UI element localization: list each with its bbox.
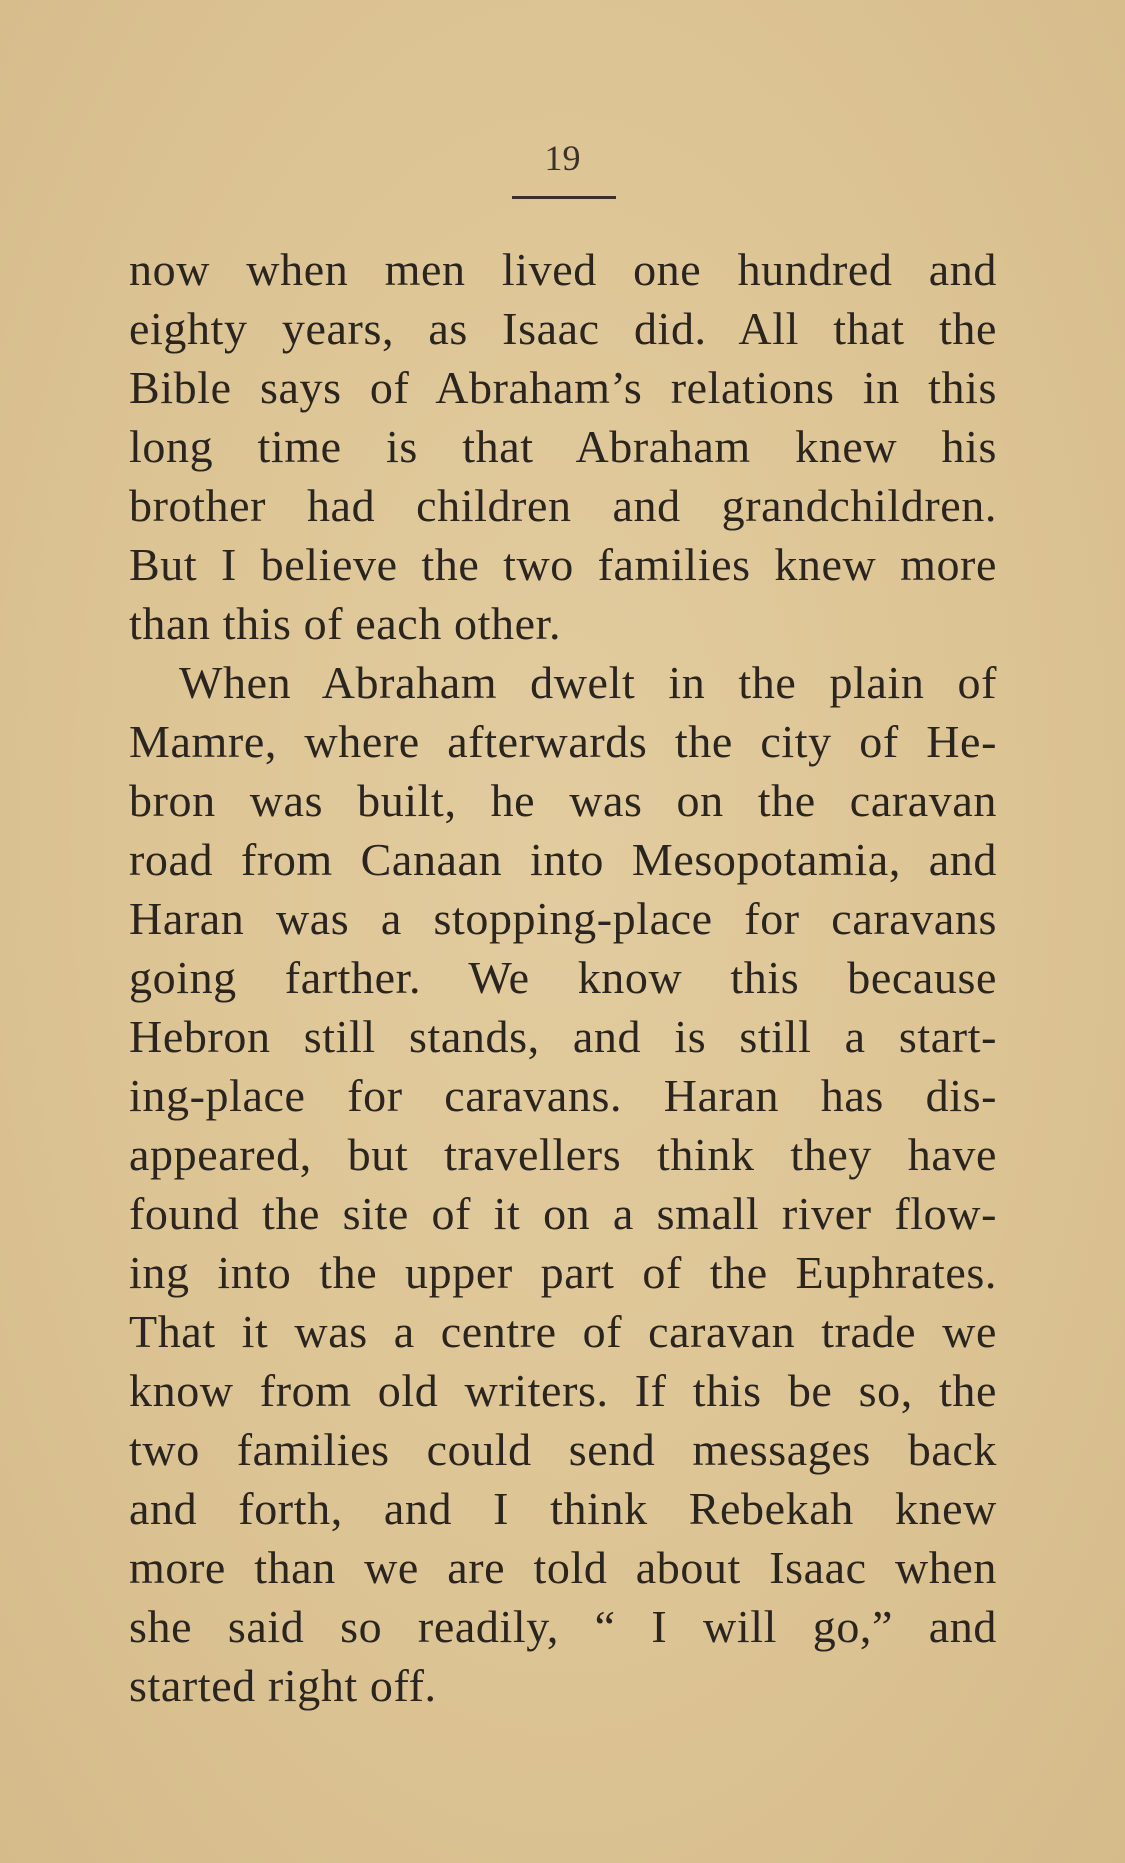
text-line: brother had children and grandchildren. — [129, 480, 997, 531]
text-line: Hebron still stands, and is still a start- — [129, 1011, 997, 1062]
text-line: Bible says of Abraham’s relations in this — [129, 362, 997, 413]
text-line: That it was a centre of caravan trade we — [129, 1306, 997, 1357]
text-line: road from Canaan into Mesopotamia, and — [129, 834, 997, 885]
text-line: two families could send messages back — [129, 1424, 997, 1475]
text-line: more than we are told about Isaac when — [129, 1542, 997, 1593]
text-line: But I believe the two families knew more — [129, 539, 997, 590]
text-line: going farther. We know this because — [129, 952, 997, 1003]
text-line: than this of each other. — [129, 598, 562, 649]
text-line: Haran was a stopping-place for caravans — [129, 893, 997, 944]
text-line: Mamre, where afterwards the city of He- — [129, 716, 997, 767]
text-line: long time is that Abraham knew his — [129, 421, 997, 472]
text-line: she said so readily, “ I will go,” and — [129, 1601, 997, 1652]
body-text — [129, 240, 997, 1715]
text-line: appeared, but travellers think they have — [129, 1129, 997, 1180]
text-line: found the site of it on a small river flow- — [129, 1188, 997, 1239]
text-line: bron was built, he was on the caravan — [129, 775, 997, 826]
paragraph-1 — [129, 240, 997, 653]
text-line: now when men lived one hundred and — [129, 244, 997, 295]
text-line: ing into the upper part of the Euphrates. — [129, 1247, 997, 1298]
text-line: and forth, and I think Rebekah knew — [129, 1483, 997, 1534]
paragraph-2 — [129, 653, 997, 1715]
text-line: When Abraham dwelt in the plain of — [179, 657, 997, 708]
text-line: ing-place for caravans. Haran has dis- — [129, 1070, 997, 1121]
page-number: 19 — [544, 138, 581, 178]
text-line: started right off. — [129, 1660, 437, 1711]
text-line: know from old writers. If this be so, the — [129, 1365, 997, 1416]
text-line: eighty years, as Isaac did. All that the — [129, 303, 997, 354]
page-number-rule — [512, 196, 616, 199]
